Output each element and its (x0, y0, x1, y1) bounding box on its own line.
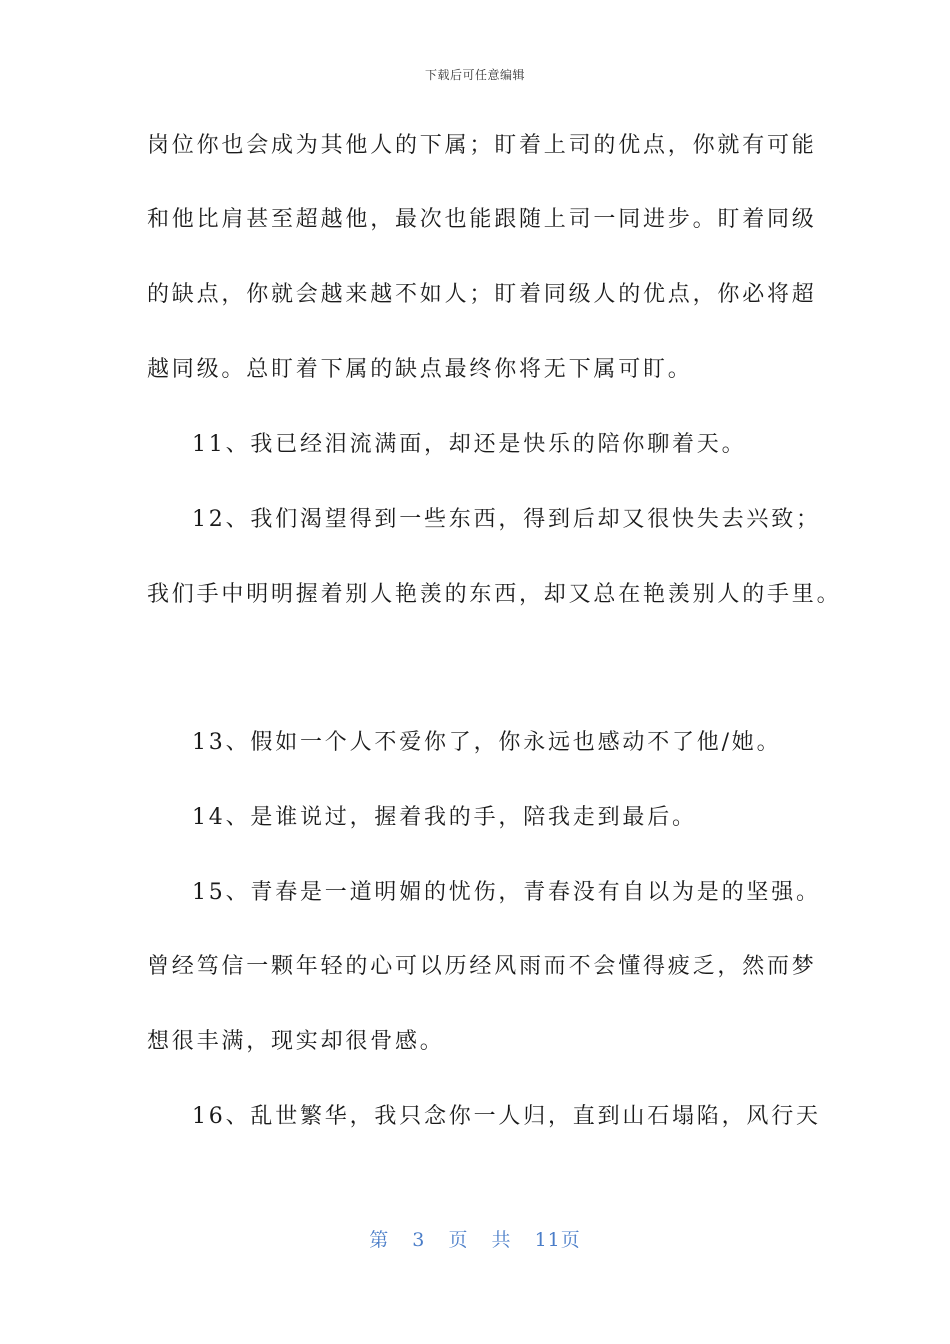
paragraph-line: 岗位你也会成为其他人的下属；盯着上司的优点，你就有可能 (147, 133, 817, 158)
list-item-13: 13、假如一个人不爱你了，你永远也感动不了他/她。 (192, 730, 782, 755)
paragraph-line: 和他比肩甚至超越他，最次也能跟随上司一同进步。盯着同级 (147, 207, 817, 232)
page-prefix: 第 (369, 1229, 390, 1251)
current-page: 3 (412, 1229, 426, 1251)
list-item-14: 14、是谁说过，握着我的手，陪我走到最后。 (192, 805, 697, 830)
paragraph-line: 越同级。总盯着下属的缺点最终你将无下属可盯。 (147, 357, 693, 382)
total-prefix: 共 (491, 1229, 512, 1251)
list-item-11: 11、我已经泪流满面，却还是快乐的陪你聊着天。 (192, 432, 747, 457)
total-pages: 11页 (534, 1229, 581, 1251)
paragraph-line: 想很丰满，现实却很骨感。 (147, 1029, 445, 1054)
list-item-16: 16、乱世繁华，我只念你一人归，直到山石塌陷，风行天 (192, 1104, 821, 1129)
paragraph-line: 我们手中明明握着别人艳羡的东西，却又总在艳羡别人的手里。 (147, 582, 842, 607)
list-item-12: 12、我们渴望得到一些东西，得到后却又很快失去兴致； (192, 507, 821, 532)
paragraph-line: 的缺点，你就会越来越不如人；盯着同级人的优点，你必将超 (147, 282, 817, 307)
list-item-15: 15、青春是一道明媚的忧伤，青春没有自以为是的坚强。 (192, 880, 821, 905)
paragraph-line: 曾经笃信一颗年轻的心可以历经风雨而不会懂得疲乏，然而梦 (147, 954, 817, 979)
page-mid: 页 (448, 1229, 469, 1251)
page-footer (0, 1225, 950, 1252)
header-note: 下载后可任意编辑 (424, 68, 525, 82)
